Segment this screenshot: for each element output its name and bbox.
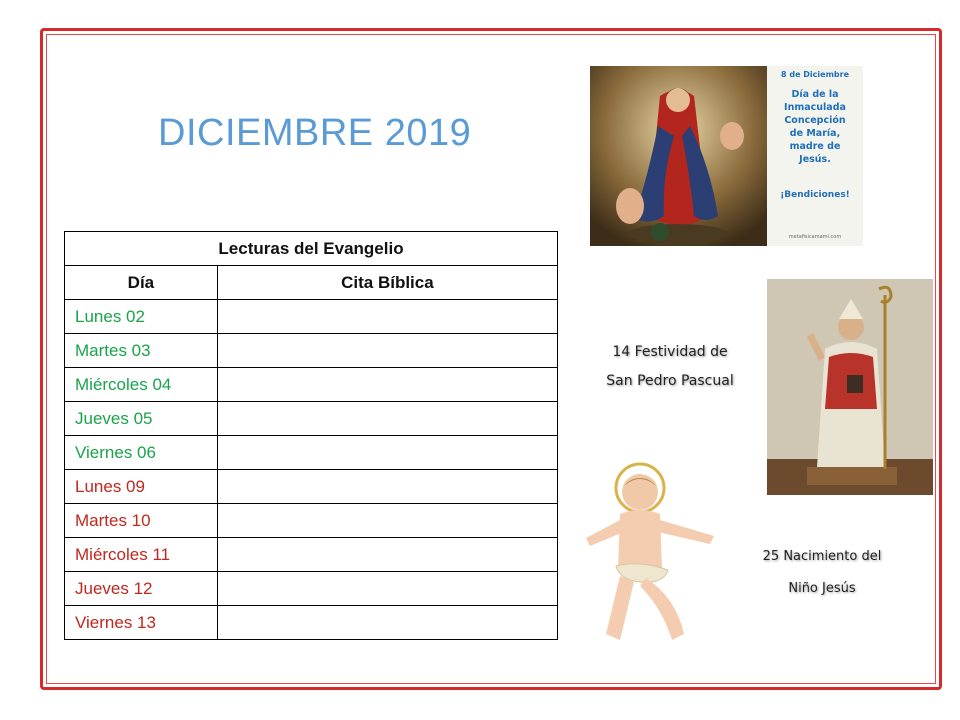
card-line: Día de la bbox=[791, 89, 839, 100]
saint-caption-line2: San Pedro Pascual bbox=[606, 373, 734, 389]
cite-cell bbox=[217, 572, 557, 606]
card-line: madre de bbox=[789, 141, 841, 152]
column-header-day: Día bbox=[65, 266, 218, 300]
cite-cell bbox=[217, 300, 557, 334]
table-row bbox=[65, 436, 558, 470]
page-title: DICIEMBRE 2019 bbox=[158, 112, 472, 154]
day-cell: Miércoles 11 bbox=[65, 538, 218, 572]
card-line: Inmaculada bbox=[784, 102, 846, 113]
saint-caption bbox=[580, 338, 760, 396]
table-row bbox=[65, 402, 558, 436]
table-row bbox=[65, 606, 558, 640]
card-date: 8 de Diciembre bbox=[780, 70, 849, 79]
table-row bbox=[65, 504, 558, 538]
table-column-headers bbox=[65, 266, 558, 300]
child-jesus-figure bbox=[580, 458, 730, 654]
card-blessing: ¡Bendiciones! bbox=[780, 190, 850, 200]
day-cell: Martes 10 bbox=[65, 504, 218, 538]
day-cell: Jueves 05 bbox=[65, 402, 218, 436]
table-row bbox=[65, 470, 558, 504]
child-caption-line2: Niño Jesús bbox=[788, 581, 856, 596]
column-header-cite: Cita Bíblica bbox=[217, 266, 557, 300]
table-row bbox=[65, 538, 558, 572]
immaculate-conception-card bbox=[767, 66, 863, 246]
day-cell: Jueves 12 bbox=[65, 572, 218, 606]
cite-cell bbox=[217, 538, 557, 572]
table-row bbox=[65, 334, 558, 368]
cite-cell bbox=[217, 368, 557, 402]
day-cell: Viernes 13 bbox=[65, 606, 218, 640]
table-header-row bbox=[65, 232, 558, 266]
card-credit: metafisicamami.com bbox=[788, 234, 842, 240]
day-cell: Martes 03 bbox=[65, 334, 218, 368]
day-cell: Lunes 09 bbox=[65, 470, 218, 504]
table-row bbox=[65, 368, 558, 402]
card-line: de María, bbox=[789, 128, 841, 139]
day-cell: Miércoles 04 bbox=[65, 368, 218, 402]
card-line: Jesús. bbox=[799, 154, 831, 165]
cite-cell bbox=[217, 402, 557, 436]
cite-cell bbox=[217, 436, 557, 470]
cite-cell bbox=[217, 334, 557, 368]
cite-cell bbox=[217, 470, 557, 504]
cite-cell bbox=[217, 504, 557, 538]
card-line: Concepción bbox=[784, 115, 846, 126]
day-cell: Lunes 02 bbox=[65, 300, 218, 334]
immaculate-conception-painting bbox=[590, 66, 767, 246]
child-caption-line1: 25 Nacimiento del bbox=[762, 549, 882, 564]
table-title: Lecturas del Evangelio bbox=[65, 232, 558, 266]
table-row bbox=[65, 572, 558, 606]
child-jesus-caption bbox=[732, 541, 912, 605]
table-row bbox=[65, 300, 558, 334]
saint-caption-line1: 14 Festividad de bbox=[612, 344, 728, 360]
san-pedro-pascual-statue bbox=[767, 279, 933, 495]
readings-table bbox=[64, 231, 558, 640]
day-cell: Viernes 06 bbox=[65, 436, 218, 470]
cite-cell bbox=[217, 606, 557, 640]
